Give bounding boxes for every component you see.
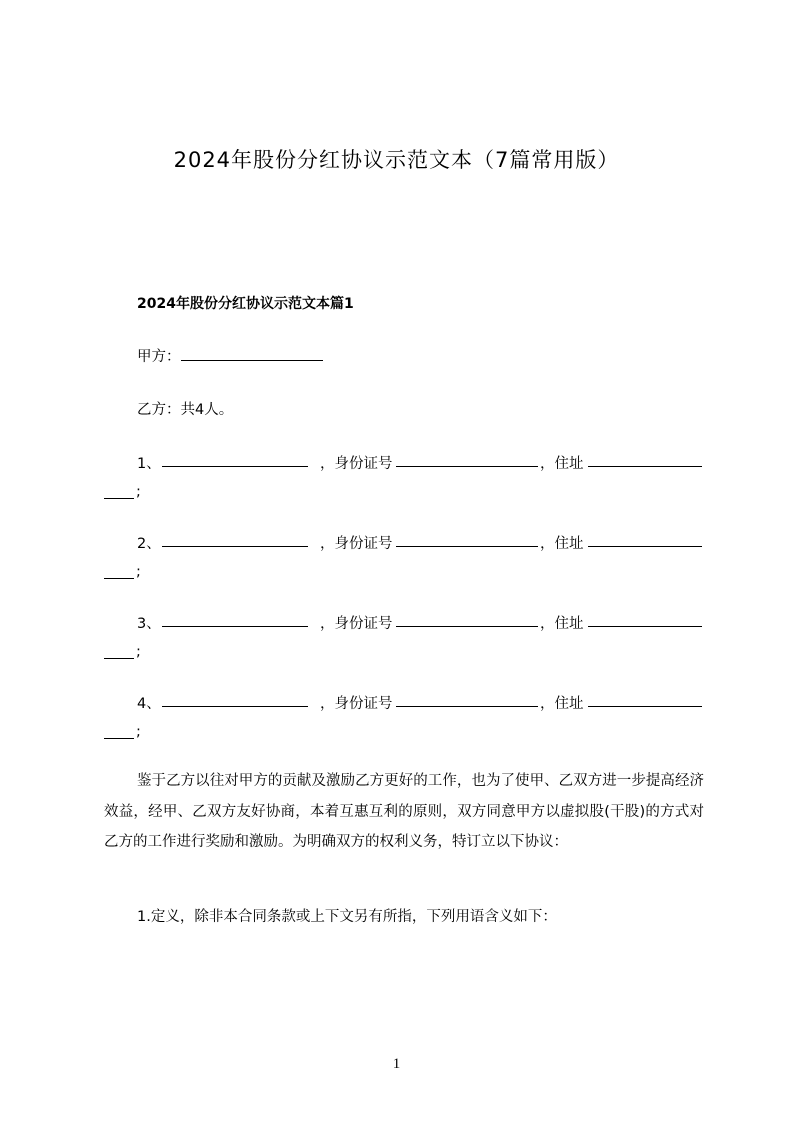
member-entry-3 bbox=[104, 612, 704, 664]
id-blank bbox=[396, 452, 538, 467]
member-index: 2、 bbox=[137, 536, 161, 552]
name-blank bbox=[162, 692, 308, 707]
address-blank-cont bbox=[104, 644, 134, 659]
address-blank-cont bbox=[104, 724, 134, 739]
address-blank bbox=[588, 692, 702, 707]
id-label: ，身份证号 bbox=[320, 456, 393, 472]
name-blank bbox=[162, 532, 308, 547]
id-blank bbox=[396, 532, 538, 547]
address-blank bbox=[588, 452, 702, 467]
line-end: ; bbox=[136, 644, 141, 660]
party-a-blank bbox=[181, 346, 323, 361]
address-blank bbox=[588, 532, 702, 547]
address-label: ，住址 bbox=[540, 536, 584, 552]
page-number: 1 bbox=[392, 1056, 401, 1072]
document-title: 2024年股份分红协议示范文本（7篇常用版） bbox=[173, 148, 620, 172]
definition-clause: 1.定义，除非本合同条款或上下文另有所指，下列用语含义如下： bbox=[137, 909, 557, 925]
party-b-line: 乙方：共4人。 bbox=[137, 402, 234, 418]
agreement-preamble: 鉴于乙方以往对甲方的贡献及激励乙方更好的工作，也为了使甲、乙双方进一步提高经济效益，经甲、乙双方友好协商，本着互惠互利的原则，双方同意甲方以虚拟股(干股)的方式对乙方的工作进行奖励和激励。为明确双方的权利义务，特订立以下协议： bbox=[104, 773, 704, 850]
address-label: ，住址 bbox=[540, 696, 584, 712]
member-index: 1、 bbox=[137, 456, 161, 472]
address-blank bbox=[588, 612, 702, 627]
name-blank bbox=[162, 452, 308, 467]
line-end: ; bbox=[136, 564, 141, 580]
line-end: ; bbox=[136, 484, 141, 500]
line-end: ; bbox=[136, 724, 141, 740]
member-index: 3、 bbox=[137, 616, 161, 632]
id-label: ，身份证号 bbox=[320, 616, 393, 632]
name-blank bbox=[162, 612, 308, 627]
member-index: 4、 bbox=[137, 696, 161, 712]
id-blank bbox=[396, 692, 538, 707]
party-a-line bbox=[137, 345, 323, 366]
party-a-label: 甲方： bbox=[137, 349, 181, 365]
section-heading: 2024年股份分红协议示范文本篇1 bbox=[137, 296, 354, 312]
address-blank-cont bbox=[104, 484, 134, 499]
id-label: ，身份证号 bbox=[320, 536, 393, 552]
address-blank-cont bbox=[104, 564, 134, 579]
id-blank bbox=[396, 612, 538, 627]
id-label: ，身份证号 bbox=[320, 696, 393, 712]
member-entry-4 bbox=[104, 692, 704, 744]
member-entry-2 bbox=[104, 532, 704, 584]
address-label: ，住址 bbox=[540, 616, 584, 632]
member-entry-1 bbox=[104, 452, 704, 504]
address-label: ，住址 bbox=[540, 456, 584, 472]
